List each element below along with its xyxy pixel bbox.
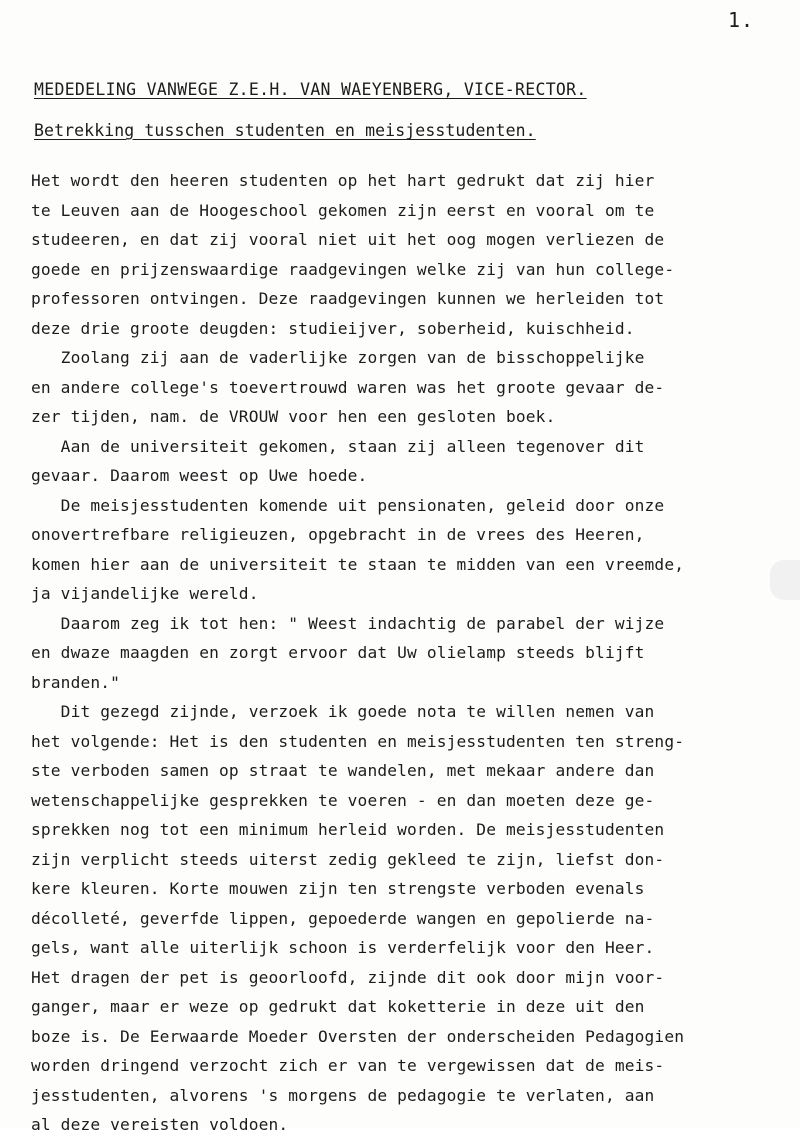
- text-line: Aan de universiteit gekomen, staan zij alleen tegenover dit: [31, 436, 645, 456]
- document-subtitle: [34, 121, 536, 140]
- text-line: kere kleuren. Korte mouwen zijn ten strengste verboden evenals: [31, 879, 645, 898]
- text-line: Zoolang zij aan de vaderlijke zorgen van de bisschoppelijke: [31, 348, 645, 367]
- scan-smudge: [770, 560, 800, 600]
- subtitle-text: Betrekking tusschen studenten en meisjesstudenten.: [34, 121, 536, 140]
- text-line: en andere college's toevertrouwd waren was het groote gevaar de-: [31, 377, 665, 397]
- text-line: komen hier aan de universiteit te staan te midden van een vreemde,: [31, 554, 685, 574]
- document-title: MEDEDELING VANWEGE Z.E.H. VAN WAEYENBERG, VICE-RECTOR.: [34, 80, 587, 99]
- text-line: het volgende: Het is den studenten en meisjesstudenten ten streng-: [31, 731, 685, 751]
- page-number: 1.: [728, 8, 755, 32]
- text-line: ste verboden samen op straat te wandelen, met mekaar andere dan: [31, 761, 655, 780]
- text-line: ja vijandelijke wereld.: [31, 584, 259, 603]
- text-line: te Leuven aan de Hoogeschool gekomen zijn eerst en vooral om te: [31, 200, 655, 220]
- text-line: onovertrefbare religieuzen, opgebracht in de vrees des Heeren,: [31, 525, 645, 544]
- text-line: professoren ontvingen. Deze raadgevingen kunnen we herleiden tot: [31, 289, 665, 308]
- text-line: De meisjesstudenten komende uit pensionaten, geleid door onze: [31, 495, 665, 515]
- text-line: deze drie groote deugden: studieijver, soberheid, kuischheid.: [31, 318, 635, 338]
- text-line: Daarom zeg ik tot hen: " Weest indachtig de parabel der wijze: [31, 613, 665, 633]
- text-line: wetenschappelijke gesprekken te voeren - en dan moeten deze ge-: [31, 790, 655, 810]
- text-line: en dwaze maagden en zorgt ervoor dat Uw olielamp steeds blijft: [31, 643, 645, 662]
- document-body: [31, 166, 791, 1140]
- text-line: boze is. De Eerwaarde Moeder Oversten der onderscheiden Pedagogien: [31, 1026, 685, 1046]
- text-line: jesstudenten, alvorens 's morgens de pedagogie te verlaten, aan: [31, 1085, 655, 1105]
- text-line: goede en prijzenswaardige raadgevingen welke zij van hun college-: [31, 259, 675, 279]
- text-line: décolleté, geverfde lippen, gepoederde wangen en gepolierde na-: [31, 908, 655, 928]
- text-line: sprekken nog tot een minimum herleid worden. De meisjesstudenten: [31, 820, 665, 839]
- text-line: Het dragen der pet is geoorloofd, zijnde dit ook door mijn voor-: [31, 967, 665, 987]
- text-line: studeeren, en dat zij vooral niet uit het oog mogen verliezen de: [31, 230, 665, 249]
- text-line: Het wordt den heeren studenten op het hart gedrukt dat zij hier: [31, 171, 655, 190]
- text-line: branden.": [31, 672, 121, 692]
- text-line: al deze vereisten voldoen.: [31, 1115, 289, 1134]
- text-line: ganger, maar er weze op gedrukt dat koketterie in deze uit den: [31, 997, 645, 1016]
- text-line: zijn verplicht steeds uiterst zedig gekleed te zijn, liefst don-: [31, 849, 665, 869]
- text-line: Dit gezegd zijnde, verzoek ik goede nota te willen nemen van: [31, 702, 655, 721]
- text-line: worden dringend verzocht zich er van te vergewissen dat de meis-: [31, 1056, 665, 1075]
- text-line: gevaar. Daarom weest op Uwe hoede.: [31, 466, 368, 485]
- text-line: gels, want alle uiterlijk schoon is verderfelijk voor den Heer.: [31, 938, 655, 957]
- text-line: zer tijden, nam. de VROUW voor hen een gesloten boek.: [31, 407, 556, 426]
